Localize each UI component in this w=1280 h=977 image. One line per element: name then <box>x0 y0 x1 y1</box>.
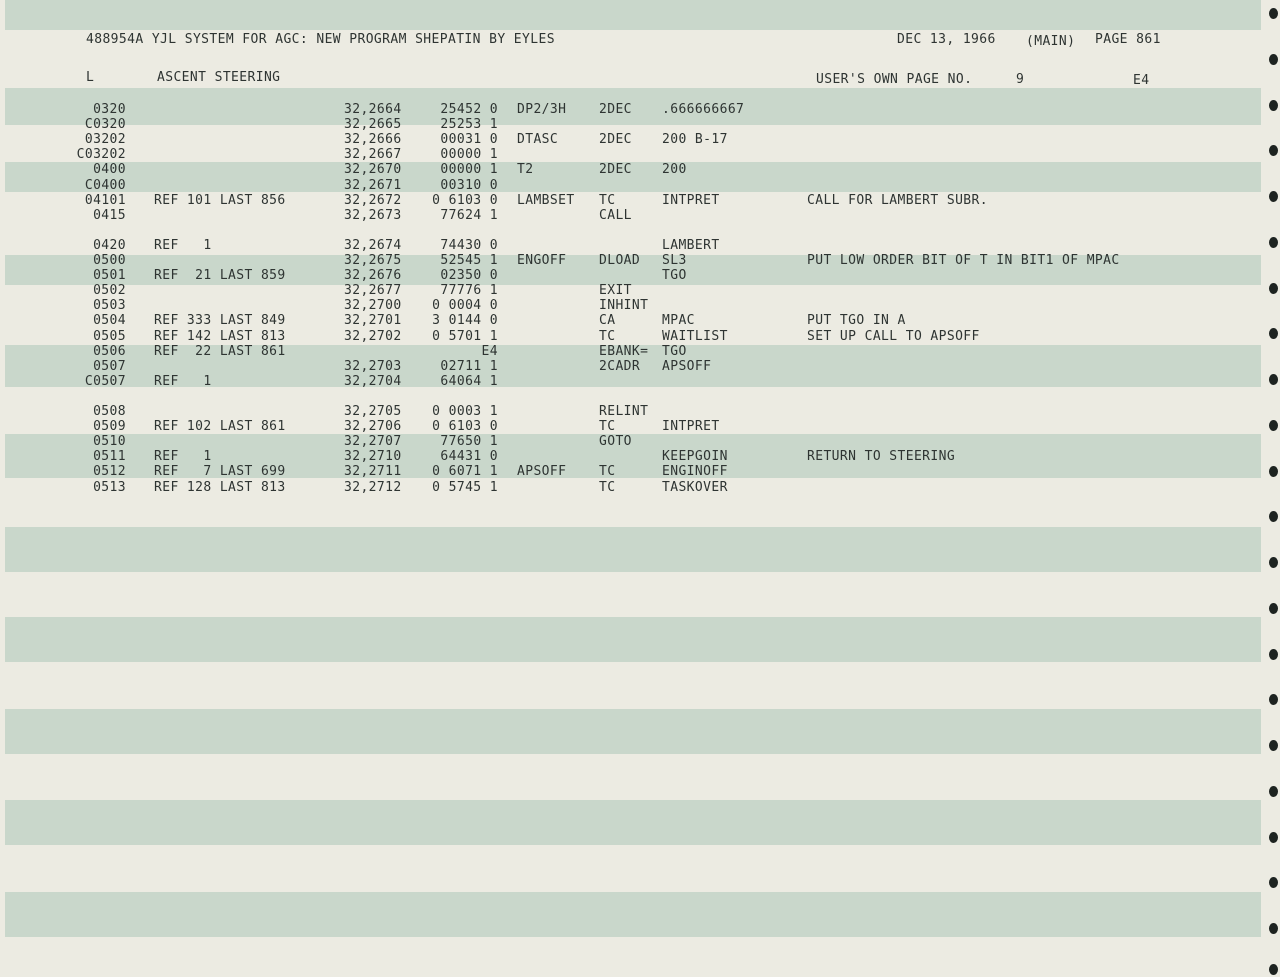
listing-word-cell: 00000 1 <box>440 162 498 178</box>
feed-hole-icon <box>1269 328 1278 339</box>
feed-hole-icon <box>1269 283 1278 294</box>
page-number: PAGE 861 <box>1095 32 1161 47</box>
feed-hole-icon <box>1269 923 1278 934</box>
listing-operand-cell: INTPRET <box>662 419 720 435</box>
listing-line-cell: 0503 <box>93 298 126 314</box>
listing-word-cell: 77650 1 <box>440 434 498 450</box>
listing-op-cell: EXIT <box>599 283 632 299</box>
listing-operand-cell: .666666667 <box>662 102 745 117</box>
listing-word-cell: 3 0144 0 <box>432 313 498 329</box>
listing-word-cell: 25452 0 <box>440 102 498 117</box>
listing-word-cell: E4 <box>481 343 498 359</box>
log-section-title: ASCENT STEERING <box>157 70 281 85</box>
listing-label-cell: DP2/3H <box>517 102 567 117</box>
listing-addr-cell: 32,2667 <box>344 147 402 163</box>
listing-comment-cell: RETURN TO STEERING <box>807 449 956 465</box>
feed-hole-icon <box>1269 420 1278 431</box>
paper-band <box>5 617 1261 662</box>
listing-word-cell: 00310 0 <box>440 177 498 193</box>
listing-op-cell: TC <box>599 464 616 480</box>
feed-hole-icon <box>1269 100 1278 111</box>
listing-ref-cell: REF 21 LAST 859 <box>154 268 286 284</box>
listing-ref-cell: REF 101 LAST 856 <box>154 192 286 208</box>
listing-addr-cell: 32,2711 <box>344 464 402 480</box>
listing-op-cell: EBANK= <box>599 343 649 359</box>
listing-section: (MAIN) <box>1026 34 1076 49</box>
feed-hole-icon <box>1269 237 1278 248</box>
paper-band <box>5 88 1261 125</box>
listing-word-cell: 52545 1 <box>440 253 498 268</box>
listing-op-cell: RELINT <box>599 404 649 419</box>
listing-op-cell: DLOAD <box>599 253 641 268</box>
listing-addr-cell: 32,2665 <box>344 117 402 133</box>
listing-word-cell: 77624 1 <box>440 207 498 223</box>
feed-hole-icon <box>1269 374 1278 385</box>
listing-operand-cell: 200 <box>662 162 687 178</box>
listing-word-cell: 0 5701 1 <box>432 328 498 344</box>
listing-word-cell: 77776 1 <box>440 283 498 299</box>
listing-addr-cell: 32,2712 <box>344 479 402 495</box>
listing-word-cell: 0 0003 1 <box>432 404 498 419</box>
listing-word-cell: 64064 1 <box>440 373 498 389</box>
listing-op-cell: CA <box>599 313 616 329</box>
listing-addr-cell: 32,2671 <box>344 177 402 193</box>
feed-hole-icon <box>1269 964 1278 975</box>
listing-addr-cell: 32,2705 <box>344 404 402 419</box>
listing-header-title: 488954A YJL SYSTEM FOR AGC: NEW PROGRAM SHEPATIN BY EYLES <box>86 32 555 47</box>
listing-line-cell: 0506 <box>93 343 126 359</box>
feed-hole-icon <box>1269 740 1278 751</box>
log-marker: L <box>86 70 95 85</box>
listing-ref-cell: REF 1 <box>154 373 212 389</box>
listing-operand-cell: SL3 <box>662 253 687 268</box>
listing-addr-cell: 32,2710 <box>344 449 402 465</box>
listing-line-cell: 0502 <box>93 283 126 299</box>
feed-hole-icon <box>1269 877 1278 888</box>
listing-addr-cell: 32,2706 <box>344 419 402 435</box>
feed-hole-icon <box>1269 54 1278 65</box>
listing-line-cell: 03202 <box>84 132 126 148</box>
listing-ref-cell: REF 142 LAST 813 <box>154 328 286 344</box>
listing-op-cell: TC <box>599 192 616 208</box>
listing-op-cell: 2CADR <box>599 358 641 374</box>
listing-word-cell: 0 6103 0 <box>432 419 498 435</box>
listing-line-cell: 0511 <box>93 449 126 465</box>
listing-line-cell: 0415 <box>93 207 126 223</box>
listing-ref-cell: REF 128 LAST 813 <box>154 479 286 495</box>
paper-band <box>5 892 1261 937</box>
listing-addr-cell: 32,2707 <box>344 434 402 450</box>
listing-word-cell: 0 0004 0 <box>432 298 498 314</box>
listing-line-cell: 0513 <box>93 479 126 495</box>
listing-op-cell: TC <box>599 419 616 435</box>
listing-ref-cell: REF 102 LAST 861 <box>154 419 286 435</box>
listing-word-cell: 02350 0 <box>440 268 498 284</box>
feed-hole-icon <box>1269 557 1278 568</box>
listing-line-cell: 0508 <box>93 404 126 419</box>
listing-line-cell: 0504 <box>93 313 126 329</box>
paper-band <box>5 0 1261 30</box>
listing-addr-cell: 32,2702 <box>344 328 402 344</box>
listing-line-cell: 0500 <box>93 253 126 268</box>
listing-op-cell: TC <box>599 328 616 344</box>
listing-word-cell: 02711 1 <box>440 358 498 374</box>
listing-addr-cell: 32,2701 <box>344 313 402 329</box>
listing-ref-cell: REF 1 <box>154 449 212 465</box>
listing-operand-cell: KEEPGOIN <box>662 449 728 465</box>
user-page-label: USER'S OWN PAGE NO. <box>816 72 973 87</box>
listing-addr-cell: 32,2704 <box>344 373 402 389</box>
listing-operand-cell: LAMBERT <box>662 237 720 253</box>
listing-ref-cell: REF 7 LAST 699 <box>154 464 286 480</box>
feed-hole-icon <box>1269 466 1278 477</box>
listing-operand-cell: WAITLIST <box>662 328 728 344</box>
feed-hole-icon <box>1269 8 1278 19</box>
feed-hole-icon <box>1269 145 1278 156</box>
listing-word-cell: 00000 1 <box>440 147 498 163</box>
listing-line-cell: 0509 <box>93 419 126 435</box>
listing-comment-cell: SET UP CALL TO APSOFF <box>807 328 980 344</box>
listing-op-cell: TC <box>599 479 616 495</box>
listing-addr-cell: 32,2703 <box>344 358 402 374</box>
listing-addr-cell: 32,2674 <box>344 237 402 253</box>
listing-ref-cell: REF 1 <box>154 237 212 253</box>
listing-line-cell: C03202 <box>76 147 126 163</box>
listing-label-cell: LAMBSET <box>517 192 575 208</box>
listing-addr-cell: 32,2672 <box>344 192 402 208</box>
listing-word-cell: 0 6103 0 <box>432 192 498 208</box>
user-page-number: 9 <box>1016 72 1025 87</box>
listing-operand-cell: INTPRET <box>662 192 720 208</box>
listing-addr-cell: 32,2670 <box>344 162 402 178</box>
listing-line-cell: C0400 <box>84 177 126 193</box>
listing-op-cell: GOTO <box>599 434 632 450</box>
paper-band <box>5 800 1261 845</box>
listing-addr-cell: 32,2700 <box>344 298 402 314</box>
paper-band <box>5 527 1261 572</box>
listing-comment-cell: CALL FOR LAMBERT SUBR. <box>807 192 988 208</box>
paper-band <box>5 709 1261 754</box>
listing-label-cell: ENGOFF <box>517 253 567 268</box>
listing-operand-cell: 200 B-17 <box>662 132 728 148</box>
listing-addr-cell: 32,2675 <box>344 253 402 268</box>
listing-word-cell: 64431 0 <box>440 449 498 465</box>
listing-addr-cell: 32,2673 <box>344 207 402 223</box>
listing-line-cell: 0505 <box>93 328 126 344</box>
ebank-marker: E4 <box>1133 73 1150 88</box>
feed-hole-icon <box>1269 786 1278 797</box>
listing-line-cell: 04101 <box>84 192 126 208</box>
listing-ref-cell: REF 333 LAST 849 <box>154 313 286 329</box>
listing-operand-cell: MPAC <box>662 313 695 329</box>
listing-line-cell: 0400 <box>93 162 126 178</box>
listing-word-cell: 0 5745 1 <box>432 479 498 495</box>
listing-word-cell: 74430 0 <box>440 237 498 253</box>
listing-line-cell: C0320 <box>84 117 126 133</box>
listing-comment-cell: PUT TGO IN A <box>807 313 906 329</box>
listing-line-cell: 0320 <box>93 102 126 117</box>
listing-operand-cell: TGO <box>662 343 687 359</box>
listing-op-cell: INHINT <box>599 298 649 314</box>
listing-line-cell: 0501 <box>93 268 126 284</box>
feed-hole-icon <box>1269 511 1278 522</box>
paper-band <box>5 162 1261 192</box>
listing-addr-cell: 32,2677 <box>344 283 402 299</box>
feed-hole-icon <box>1269 649 1278 660</box>
feed-hole-icon <box>1269 603 1278 614</box>
listing-operand-cell: TASKOVER <box>662 479 728 495</box>
listing-addr-cell: 32,2666 <box>344 132 402 148</box>
listing-operand-cell: APSOFF <box>662 358 712 374</box>
listing-word-cell: 00031 0 <box>440 132 498 148</box>
listing-line-cell: 0507 <box>93 358 126 374</box>
feed-hole-icon <box>1269 832 1278 843</box>
listing-op-cell: 2DEC <box>599 162 632 178</box>
listing-op-cell: 2DEC <box>599 132 632 148</box>
tractor-feed-strip <box>1262 0 1280 977</box>
listing-operand-cell: TGO <box>662 268 687 284</box>
feed-hole-icon <box>1269 191 1278 202</box>
listing-operand-cell: ENGINOFF <box>662 464 728 480</box>
listing-date: DEC 13, 1966 <box>897 32 996 47</box>
listing-line-cell: C0507 <box>84 373 126 389</box>
listing-line-cell: 0420 <box>93 237 126 253</box>
listing-addr-cell: 32,2664 <box>344 102 402 117</box>
listing-comment-cell: PUT LOW ORDER BIT OF T IN BIT1 OF MPAC <box>807 253 1120 268</box>
listing-ref-cell: REF 22 LAST 861 <box>154 343 286 359</box>
listing-line-cell: 0510 <box>93 434 126 450</box>
listing-word-cell: 25253 1 <box>440 117 498 133</box>
listing-label-cell: T2 <box>517 162 534 178</box>
listing-op-cell: CALL <box>599 207 632 223</box>
listing-op-cell: 2DEC <box>599 102 632 117</box>
listing-word-cell: 0 6071 1 <box>432 464 498 480</box>
listing-label-cell: APSOFF <box>517 464 567 480</box>
feed-hole-icon <box>1269 694 1278 705</box>
listing-label-cell: DTASC <box>517 132 559 148</box>
listing-line-cell: 0512 <box>93 464 126 480</box>
listing-addr-cell: 32,2676 <box>344 268 402 284</box>
